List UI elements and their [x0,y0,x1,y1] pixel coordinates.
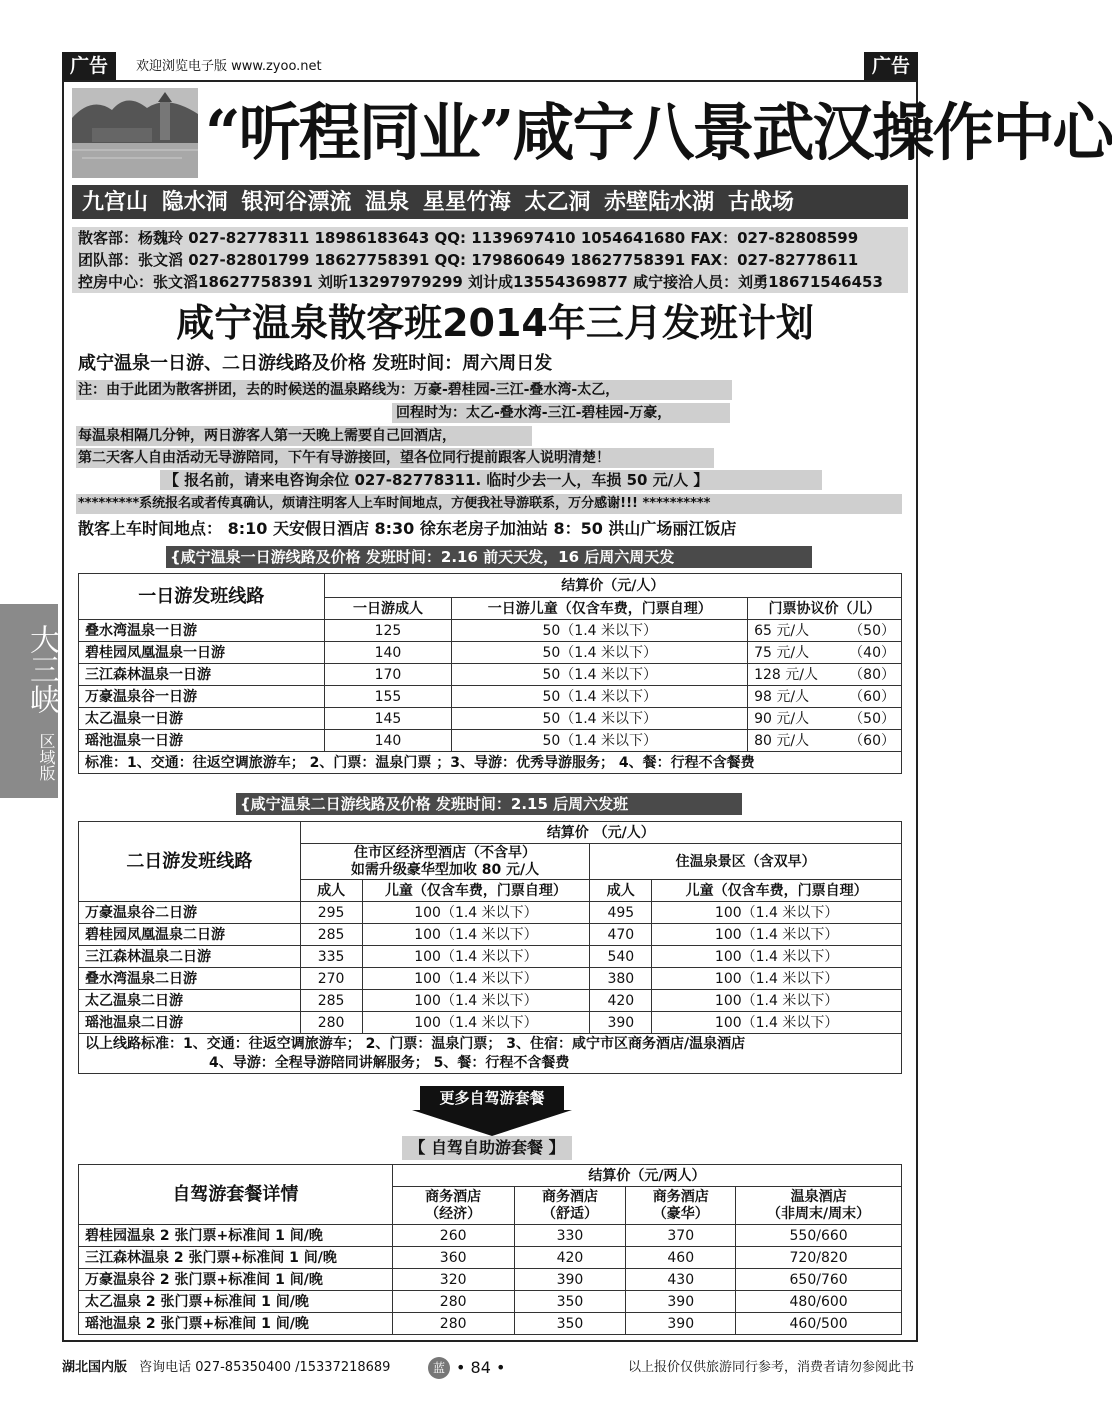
package-name: 三江森林温泉 2 张门票+标准间 1 间/晚 [79,1247,393,1269]
two-day-route-header: 二日游发班线路 [79,822,301,902]
route-name: 叠水湾温泉一日游 [79,620,325,642]
resort-adult-price: 420 [590,990,652,1012]
table-row [79,968,902,990]
table-row [79,730,902,752]
page-footer [62,1356,918,1380]
one-day-standard: 标准：1、交通：往返空调旅游车； 2、门票：温泉门票 ；3、导游：优秀导游服务； 4、餐：行程不含餐费 [79,752,902,774]
booking-notice: 【 报名前，请来电咨询余位 027-82778311. 临时少去一人，车损 50 元/人 】 [160,470,822,490]
city-child-price: 100（1.4 米以下） [362,924,590,946]
child-price: 50（1.4 米以下） [452,664,748,686]
price-economy: 320 [392,1269,514,1291]
adult-price: 170 [324,664,452,686]
route-name: 瑶池温泉二日游 [79,1012,301,1034]
route-name: 叠水湾温泉二日游 [79,968,301,990]
resort-adult-price: 470 [590,924,652,946]
ticket-child: （50） [849,622,895,639]
resort-child-price: 100（1.4 米以下） [652,924,902,946]
plan-title: 咸宁温泉散客班2014年三月发班计划 [176,301,814,345]
city-adult-price: 285 [300,990,362,1012]
table-row [79,1012,902,1034]
table-row [79,990,902,1012]
contact-line: 控房中心：张文滔18627758391 刘昕13297979299 刘计成13554369877 咸宁接洽人员：刘勇18671546453 [78,273,883,291]
price-comfort: 350 [514,1291,626,1313]
resort-adult-price: 495 [590,902,652,924]
child-price: 50（1.4 米以下） [452,642,748,664]
col-hotel [514,1187,626,1225]
scenic-spot: 温泉 [365,189,410,215]
resort-child-price: 100（1.4 米以下） [652,1012,902,1034]
route-name: 三江森林温泉一日游 [79,664,325,686]
ticket-adult: 128 元/人 [754,666,818,683]
price-luxury: 460 [626,1247,736,1269]
one-day-route-header: 一日游发班线路 [79,574,325,620]
package-name: 万豪温泉谷 2 张门票+标准间 1 间/晚 [79,1269,393,1291]
col-adult: 一日游成人 [324,598,452,620]
col-hotel-type: 商务酒店 [541,1188,598,1205]
route-heading: 咸宁温泉一日游、二日游线路及价格 发班时间：周六周日发 [78,353,553,374]
price-spa-hotel: 480/600 [736,1291,902,1313]
city-adult-price: 285 [300,924,362,946]
table-row [79,902,902,924]
more-self-drive-label: 更多自驾游套餐 [439,1089,545,1107]
table-row [79,1247,902,1269]
ticket-child: （40） [849,644,895,661]
confirm-notice: *********系统报名或者传真确认，烦请注明客人上车时间地点，方便我社导游联系，万分感谢!!! ********** [76,494,902,514]
note-line: 注：由于此团为散客拼团，去的时候送的温泉路线为：万豪-碧桂园-三江-叠水湾-太乙， [76,380,732,400]
route-name: 万豪温泉谷一日游 [79,686,325,708]
city-child-price: 100（1.4 米以下） [362,1012,590,1034]
col-child: 儿童（仅含车费，门票自理） [652,880,902,902]
ticket-adult: 65 元/人 [754,622,810,639]
price-spa-hotel: 720/820 [736,1247,902,1269]
one-day-price-header: 结算价（元/人） [324,574,901,598]
package-name: 碧桂园温泉 2 张门票+标准间 1 间/晚 [79,1225,393,1247]
more-self-drive-banner[interactable] [412,1086,572,1136]
adult-price: 140 [324,642,452,664]
route-name: 万豪温泉谷二日游 [79,902,301,924]
col-hotel-level: （豪华） [652,1205,709,1222]
col-hotel [626,1187,736,1225]
col-hotel-level: （非周末/周末） [767,1205,871,1222]
edition-badge: 蓝 [428,1357,450,1379]
resort-child-price: 100（1.4 米以下） [652,990,902,1012]
two-day-standard [79,1034,902,1074]
price-spa-hotel: 460/500 [736,1313,902,1335]
footer-disclaimer: 以上报价仅供旅游同行参考，消费者请勿参阅此书 [627,1360,914,1375]
self-drive-table [78,1164,902,1335]
ad-label-left: 广告 [62,52,116,80]
city-hotel-upgrade: 如需升级豪华型加收 80 元/人 [350,861,540,878]
footer-phone: 咨询电话 027-85350400 /15337218689 [139,1360,391,1375]
ticket-price [748,730,902,752]
col-child: 儿童（仅含车费，门票自理） [362,880,590,902]
two-day-heading: {咸宁温泉二日游线路及价格 发班时间：2.15 后周六发班 [236,793,742,815]
browse-text[interactable]: 欢迎浏览电子版 www.zyoo.net [136,59,322,74]
resort-adult-price: 390 [590,1012,652,1034]
page-number: • 84 • [456,1358,506,1377]
scenic-spots-bar [72,185,908,219]
resort-adult-price: 380 [590,968,652,990]
price-comfort: 390 [514,1269,626,1291]
table-row [79,1313,902,1335]
note-line: 回程时为：太乙-叠水湾-三江-碧桂园-万豪， [392,403,730,423]
table-row [79,1269,902,1291]
city-child-price: 100（1.4 米以下） [362,902,590,924]
city-adult-price: 270 [300,968,362,990]
col-adult: 成人 [590,880,652,902]
child-price: 50（1.4 米以下） [452,730,748,752]
note-line: 每温泉相隔几分钟，两日游客人第一天晚上需要自己回酒店， [76,426,532,446]
price-spa-hotel: 650/760 [736,1269,902,1291]
one-day-table [78,573,902,774]
ticket-price [748,686,902,708]
price-luxury: 370 [626,1225,736,1247]
standard-line: 以上线路标准：1、交通：往返空调旅游车； 2、门票：温泉门票； 3、住宿：咸宁市区商务酒店/温泉酒店 [85,1035,746,1052]
city-child-price: 100（1.4 米以下） [362,968,590,990]
city-hotel-title: 住市区经济型酒店（不含早） [354,844,536,861]
ticket-price [748,620,902,642]
resort-child-price: 100（1.4 米以下） [652,946,902,968]
city-hotel-header [300,844,590,880]
standard-line: 4、导游：全程导游陪同讲解服务； 5、餐：行程不含餐费 [209,1054,570,1071]
package-name: 太乙温泉 2 张门票+标准间 1 间/晚 [79,1291,393,1313]
resort-child-price: 100（1.4 米以下） [652,902,902,924]
table-row [79,642,902,664]
ticket-price [748,664,902,686]
scenic-spot: 赤壁陆水湖 [604,189,715,215]
table-row [79,664,902,686]
col-child: 一日游儿童（仅含车费，门票自理） [452,598,748,620]
ticket-adult: 75 元/人 [754,644,810,661]
child-price: 50（1.4 米以下） [452,686,748,708]
route-name: 三江森林温泉二日游 [79,946,301,968]
self-drive-detail-header: 自驾游套餐详情 [79,1165,393,1225]
ticket-adult: 80 元/人 [754,732,810,749]
contact-line: 团队部：张文滔 027-82801799 18627758391 QQ: 179860649 18627758391 FAX：027-82778611 [78,251,859,269]
ticket-adult: 90 元/人 [754,710,810,727]
price-luxury: 390 [626,1291,736,1313]
resort-adult-price: 540 [590,946,652,968]
table-row [79,924,902,946]
ticket-child: （80） [849,666,895,683]
ticket-price [748,642,902,664]
edition-side-tab [0,604,58,798]
package-name: 瑶池温泉 2 张门票+标准间 1 间/晚 [79,1313,393,1335]
adult-price: 140 [324,730,452,752]
resort-hotel-header: 住温泉景区（含双早） [590,844,902,880]
ticket-price [748,708,902,730]
self-drive-heading: 【 自驾自助游套餐 】 [402,1136,572,1160]
city-child-price: 100（1.4 米以下） [362,990,590,1012]
price-economy: 280 [392,1291,514,1313]
resort-child-price: 100（1.4 米以下） [652,968,902,990]
price-economy: 260 [392,1225,514,1247]
scenic-spot: 太乙洞 [524,189,591,215]
route-name: 碧桂园凤凰温泉一日游 [79,642,325,664]
col-hotel [392,1187,514,1225]
footer-edition: 湖北国内版 [62,1360,128,1375]
col-hotel-level: （舒适） [541,1205,598,1222]
table-row [79,686,902,708]
price-economy: 360 [392,1247,514,1269]
scenic-spot: 隐水洞 [161,189,228,215]
price-comfort: 420 [514,1247,626,1269]
table-row [79,946,902,968]
city-child-price: 100（1.4 米以下） [362,946,590,968]
contact-line: 散客部：杨魏玲 027-82778311 18986183643 QQ: 1139697410 1054641680 FAX：027-82808599 [78,229,859,247]
ad-label-right: 广告 [864,52,918,80]
col-hotel-type: 商务酒店 [425,1188,482,1205]
edition-label: 区域版 [37,733,56,781]
two-day-table [78,821,902,1074]
route-name: 碧桂园凤凰温泉二日游 [79,924,301,946]
city-adult-price: 295 [300,902,362,924]
table-row [79,1291,902,1313]
price-luxury: 430 [626,1269,736,1291]
note-line: 第二天客人自由活动无导游陪同，下午有导游接回，望各位同行提前跟客人说明清楚！ [76,448,714,468]
col-adult: 成人 [300,880,362,902]
price-spa-hotel: 550/660 [736,1225,902,1247]
route-name: 太乙温泉一日游 [79,708,325,730]
pickup-info: 散客上车时间地点： 8:10 天安假日酒店 8:30 徐东老房子加油站 8：50 洪山广场丽江饭店 [78,519,737,538]
two-day-price-header: 结算价 （元/人） [300,822,901,844]
price-comfort: 350 [514,1313,626,1335]
self-drive-price-header: 结算价（元/两人） [392,1165,901,1187]
scenic-spot: 九宫山 [82,189,149,215]
route-name: 太乙温泉二日游 [79,990,301,1012]
hero-title: “听程同业”咸宁八景武汉操作中心 [205,96,1112,169]
route-name: 瑶池温泉一日游 [79,730,325,752]
adult-price: 125 [324,620,452,642]
ticket-child: （60） [849,732,895,749]
col-hotel [736,1187,902,1225]
one-day-heading: {咸宁温泉一日游线路及价格 发班时间：2.16 前天天发，16 后周六周天发 [166,546,812,568]
adult-price: 145 [324,708,452,730]
ticket-adult: 98 元/人 [754,688,810,705]
city-adult-price: 335 [300,946,362,968]
col-hotel-type: 温泉酒店 [790,1188,847,1205]
ticket-child: （50） [849,710,895,727]
col-hotel-type: 商务酒店 [652,1188,709,1205]
col-ticket: 门票协议价（儿） [748,598,902,620]
table-row [79,1225,902,1247]
contact-block [72,227,908,293]
brand-logo-text: 大三峡 [24,624,59,714]
col-hotel-level: （经济） [425,1205,482,1222]
scenic-spot: 古战场 [727,189,794,215]
ticket-child: （60） [849,688,895,705]
price-economy: 280 [392,1313,514,1335]
scenic-spot: 银河谷漂流 [241,189,352,215]
scenic-spot: 星星竹海 [422,189,511,215]
city-adult-price: 280 [300,1012,362,1034]
price-comfort: 330 [514,1225,626,1247]
price-luxury: 390 [626,1313,736,1335]
table-row [79,620,902,642]
child-price: 50（1.4 米以下） [452,708,748,730]
child-price: 50（1.4 米以下） [452,620,748,642]
table-row [79,708,902,730]
adult-price: 155 [324,686,452,708]
pagoda-lake-photo [72,88,198,178]
